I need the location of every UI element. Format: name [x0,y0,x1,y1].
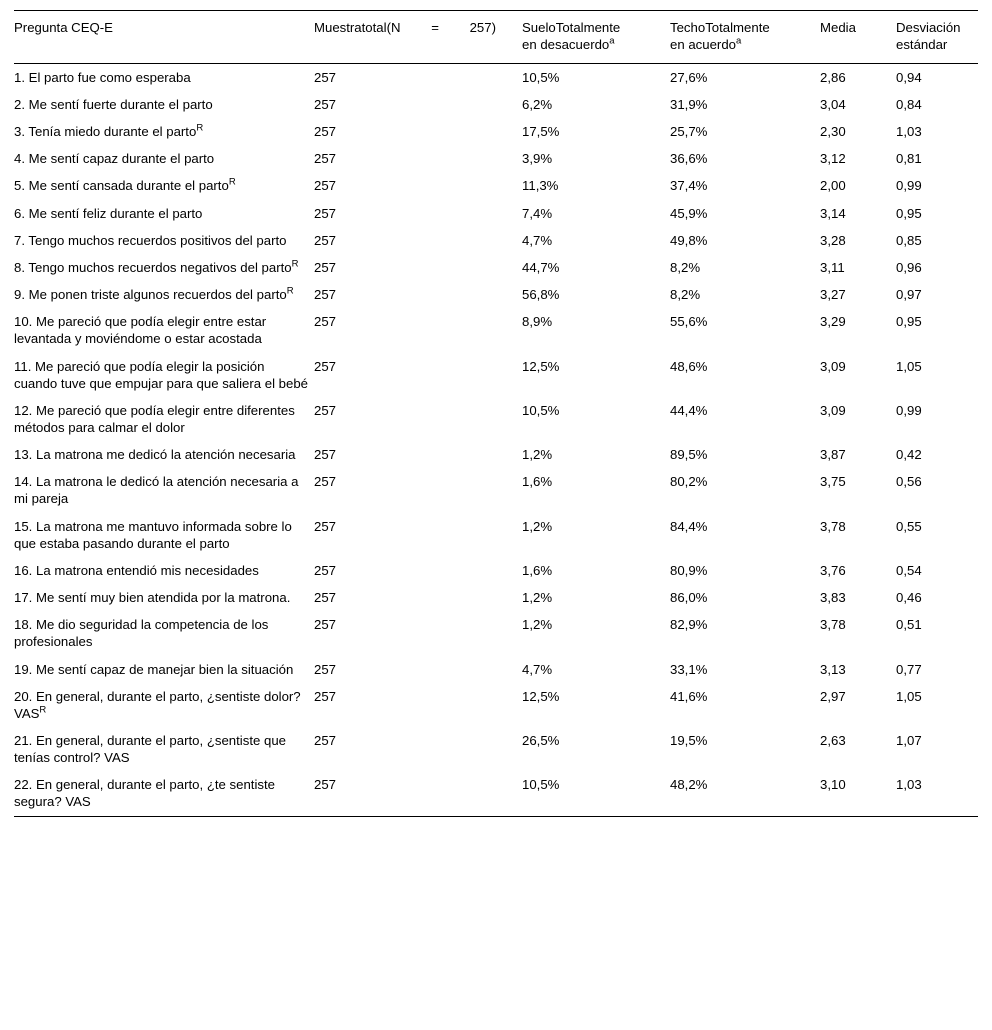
cell-mean: 3,28 [820,232,846,248]
cell-mean: 3,14 [820,205,846,221]
cell-sample-size: 257 [314,447,337,463]
question-text: 13. La matrona me dedicó la atención necesaria [14,447,296,463]
cell-question [14,441,314,468]
column-header-floor-footnote: a [609,35,615,47]
cell-mean: 3,10 [820,777,846,793]
cell-mean: 2,63 [820,733,846,748]
cell-question [14,656,314,683]
cell-standard-deviation: 0,51 [896,617,922,633]
question-text: 4. Me sentí capaz durante el parto [14,151,215,167]
cell-question [14,611,314,655]
cell-mean: 3,09 [820,358,846,374]
cell-ceiling-percent: 41,6% [670,688,708,704]
cell-standard-deviation: 0,46 [896,590,922,606]
cell-standard-deviation: 0,97 [896,287,922,303]
cell-ceiling-percent: 45,9% [670,205,708,221]
cell-floor-percent: 1,2% [522,518,553,534]
cell-question [14,397,314,441]
column-header-sample [314,11,522,64]
cell-standard-deviation: 1,07 [896,733,922,748]
cell-question [14,468,314,512]
table-row [14,683,978,727]
cell-mean: 3,83 [820,590,846,606]
cell-mean: 3,27 [820,287,846,303]
cell-sample-size: 257 [314,661,337,677]
question-text: 17. Me sentí muy bien atendida por la matrona. [14,590,291,606]
cell-standard-deviation: 1,05 [896,358,922,374]
cell-floor-percent: 12,5% [522,358,560,374]
question-text: 9. Me ponen triste algunos recuerdos del parto [14,287,287,303]
column-header-ceiling-line1: TechoTotalmente [670,20,770,35]
question-text: 19. Me sentí capaz de manejar bien la situación [14,661,294,677]
table-row [14,308,978,352]
table-row [14,118,978,145]
table-row [14,557,978,584]
question-text: 21. En general, durante el parto, ¿sentiste que tenías control? VAS [14,733,286,766]
cell-question [14,118,314,145]
cell-floor-percent: 4,7% [522,232,553,248]
cell-floor-percent: 10,5% [522,402,560,418]
question-text: 7. Tengo muchos recuerdos positivos del parto [14,232,287,248]
cell-standard-deviation: 1,05 [896,688,922,704]
cell-standard-deviation: 0,81 [896,151,922,167]
cell-floor-percent: 4,7% [522,661,553,677]
cell-ceiling-percent: 84,4% [670,518,708,534]
cell-standard-deviation: 0,55 [896,518,922,534]
table-row [14,172,978,199]
table-row [14,513,978,557]
cell-sample-size: 257 [314,733,337,748]
cell-standard-deviation: 0,95 [896,314,922,330]
cell-floor-percent: 10,5% [522,777,560,793]
question-text: 16. La matrona entendió mis necesidades [14,562,259,578]
cell-floor-percent: 1,2% [522,590,553,606]
column-header-mean-label: Media [820,20,856,35]
cell-ceiling-percent: 80,9% [670,562,708,578]
cell-question [14,254,314,281]
cell-floor-percent: 17,5% [522,124,560,140]
cell-standard-deviation: 0,56 [896,474,922,490]
cell-standard-deviation: 0,42 [896,447,922,463]
cell-sample-size: 257 [314,358,337,374]
cell-ceiling-percent: 82,9% [670,617,708,633]
cell-question [14,308,314,352]
cell-mean: 3,78 [820,518,846,534]
question-text: 5. Me sentí cansada durante el parto [14,178,229,194]
cell-floor-percent: 1,6% [522,562,553,578]
cell-standard-deviation: 0,99 [896,402,922,418]
cell-mean: 3,78 [820,617,846,633]
cell-floor-percent: 12,5% [522,688,560,704]
cell-floor-percent: 56,8% [522,287,560,303]
cell-ceiling-percent: 86,0% [670,590,708,606]
cell-mean: 2,86 [820,69,846,85]
cell-standard-deviation: 1,03 [896,124,922,140]
cell-mean: 3,09 [820,402,846,418]
question-text: 3. Tenía miedo durante el parto [14,124,197,140]
cell-ceiling-percent: 37,4% [670,178,708,194]
cell-question [14,771,314,816]
cell-ceiling-percent: 48,2% [670,777,708,793]
column-header-mean [820,11,896,64]
cell-mean: 3,75 [820,474,846,490]
table-row [14,353,978,397]
cell-sample-size: 257 [314,178,337,194]
table-row [14,254,978,281]
cell-question [14,727,314,771]
cell-ceiling-percent: 27,6% [670,69,708,85]
cell-sample-size: 257 [314,259,337,275]
table-header-row [14,11,978,64]
cell-question [14,584,314,611]
cell-question [14,91,314,118]
question-reverse-marker: R [228,177,236,189]
question-reverse-marker: R [286,285,294,297]
question-text: 1. El parto fue como esperaba [14,69,191,85]
cell-floor-percent: 1,6% [522,474,553,490]
cell-mean: 3,87 [820,447,846,463]
column-header-sample-count: 257) [469,20,496,35]
cell-ceiling-percent: 55,6% [670,314,708,330]
column-header-sample-prefix: Muestratotal(N [314,20,401,35]
cell-mean: 3,11 [820,259,845,275]
column-header-question [14,11,314,64]
cell-standard-deviation: 0,95 [896,205,922,221]
cell-sample-size: 257 [314,474,337,490]
question-reverse-marker: R [291,258,299,270]
cell-mean: 3,29 [820,314,846,330]
cell-ceiling-percent: 33,1% [670,661,708,677]
cell-sample-size: 257 [314,151,337,167]
cell-ceiling-percent: 36,6% [670,151,708,167]
cell-mean: 3,12 [820,151,846,167]
column-header-sd-line1: Desviación [896,20,961,35]
table-row [14,281,978,308]
column-header-sd-line2: estándar [896,36,948,52]
cell-ceiling-percent: 44,4% [670,402,708,418]
question-text: 10. Me pareció que podía elegir entre estar levantada y moviéndome o estar acostada [14,314,267,347]
cell-sample-size: 257 [314,688,337,704]
cell-ceiling-percent: 19,5% [670,733,708,748]
cell-floor-percent: 1,2% [522,447,553,463]
cell-standard-deviation: 0,77 [896,661,922,677]
column-header-question-label: Pregunta CEQ-E [14,20,113,35]
cell-ceiling-percent: 8,2% [670,287,701,303]
cell-floor-percent: 3,9% [522,151,553,167]
column-header-floor-line1: SueloTotalmente [522,20,621,35]
cell-sample-size: 257 [314,232,337,248]
column-header-ceiling-line2: en acuerdo [670,36,736,52]
question-reverse-marker: R [39,704,47,716]
column-header-floor [522,11,670,64]
cell-floor-percent: 1,2% [522,617,553,633]
cell-sample-size: 257 [314,205,337,221]
cell-ceiling-percent: 49,8% [670,232,708,248]
question-text: 6. Me sentí feliz durante el parto [14,205,203,221]
cell-standard-deviation: 0,96 [896,259,922,275]
cell-sample-size: 257 [314,402,337,418]
table-row [14,611,978,655]
cell-sample-size: 257 [314,562,337,578]
column-header-ceiling [670,11,820,64]
cell-standard-deviation: 1,03 [896,777,922,793]
cell-mean: 3,04 [820,96,846,112]
table-header [14,11,978,64]
cell-question [14,145,314,172]
cell-question [14,513,314,557]
cell-question [14,557,314,584]
cell-standard-deviation: 0,99 [896,178,922,194]
cell-sample-size: 257 [314,124,337,140]
question-reverse-marker: R [196,122,204,134]
question-text: 20. En general, durante el parto, ¿sentiste dolor? VAS [14,688,301,721]
cell-sample-size: 257 [314,617,337,633]
table-row [14,227,978,254]
table-row [14,91,978,118]
cell-standard-deviation: 0,54 [896,562,922,578]
cell-sample-size: 257 [314,777,337,793]
cell-sample-size: 257 [314,518,337,534]
question-text: 15. La matrona me mantuvo informada sobre lo que estaba pasando durante el parto [14,518,292,551]
cell-ceiling-percent: 80,2% [670,474,708,490]
cell-floor-percent: 7,4% [522,205,553,221]
column-header-floor-line2: en desacuerdo [522,36,610,52]
cell-question [14,683,314,727]
table-row [14,771,978,816]
cell-ceiling-percent: 48,6% [670,358,708,374]
question-text: 11. Me pareció que podía elegir la posición cuando tuve que empujar para que saliera el bebé [14,358,308,391]
column-header-sd [896,11,978,64]
table-body [14,63,978,816]
cell-sample-size: 257 [314,287,337,303]
question-text: 8. Tengo muchos recuerdos negativos del parto [14,259,292,275]
cell-ceiling-percent: 31,9% [670,96,708,112]
ceq-e-item-statistics-table [14,10,978,817]
table-row [14,200,978,227]
cell-floor-percent: 26,5% [522,733,560,748]
question-text: 18. Me dio seguridad la competencia de los profesionales [14,617,269,650]
table-row [14,145,978,172]
cell-floor-percent: 8,9% [522,314,553,330]
cell-floor-percent: 11,3% [522,178,559,194]
cell-standard-deviation: 0,84 [896,96,922,112]
cell-ceiling-percent: 89,5% [670,447,708,463]
column-header-sample-layout [314,20,496,37]
cell-sample-size: 257 [314,590,337,606]
cell-mean: 3,13 [820,661,846,677]
cell-mean: 2,97 [820,688,846,704]
cell-floor-percent: 6,2% [522,96,553,112]
cell-standard-deviation: 0,94 [896,69,922,85]
table-row [14,468,978,512]
cell-ceiling-percent: 8,2% [670,259,701,275]
cell-floor-percent: 10,5% [522,69,560,85]
table-row [14,441,978,468]
question-text: 12. Me pareció que podía elegir entre diferentes métodos para calmar el dolor [14,402,295,435]
cell-question [14,353,314,397]
cell-sample-size: 257 [314,96,337,112]
cell-sample-size: 257 [314,69,337,85]
column-header-sample-equals: = [431,20,439,35]
cell-mean: 2,30 [820,124,846,140]
cell-question [14,63,314,91]
table-row [14,63,978,91]
cell-standard-deviation: 0,85 [896,232,922,248]
table-row [14,656,978,683]
table-row [14,727,978,771]
question-text: 2. Me sentí fuerte durante el parto [14,96,213,112]
cell-question [14,281,314,308]
cell-question [14,227,314,254]
table-row [14,584,978,611]
question-text: 14. La matrona le dedicó la atención necesaria a mi pareja [14,474,299,507]
cell-mean: 3,76 [820,562,846,578]
table-row [14,397,978,441]
cell-question [14,200,314,227]
cell-ceiling-percent: 25,7% [670,124,708,140]
cell-floor-percent: 44,7% [522,259,560,275]
cell-mean: 2,00 [820,178,846,194]
question-text: 22. En general, durante el parto, ¿te sentiste segura? VAS [14,777,275,810]
cell-question [14,172,314,199]
column-header-ceiling-footnote: a [736,35,742,47]
cell-sample-size: 257 [314,314,337,330]
